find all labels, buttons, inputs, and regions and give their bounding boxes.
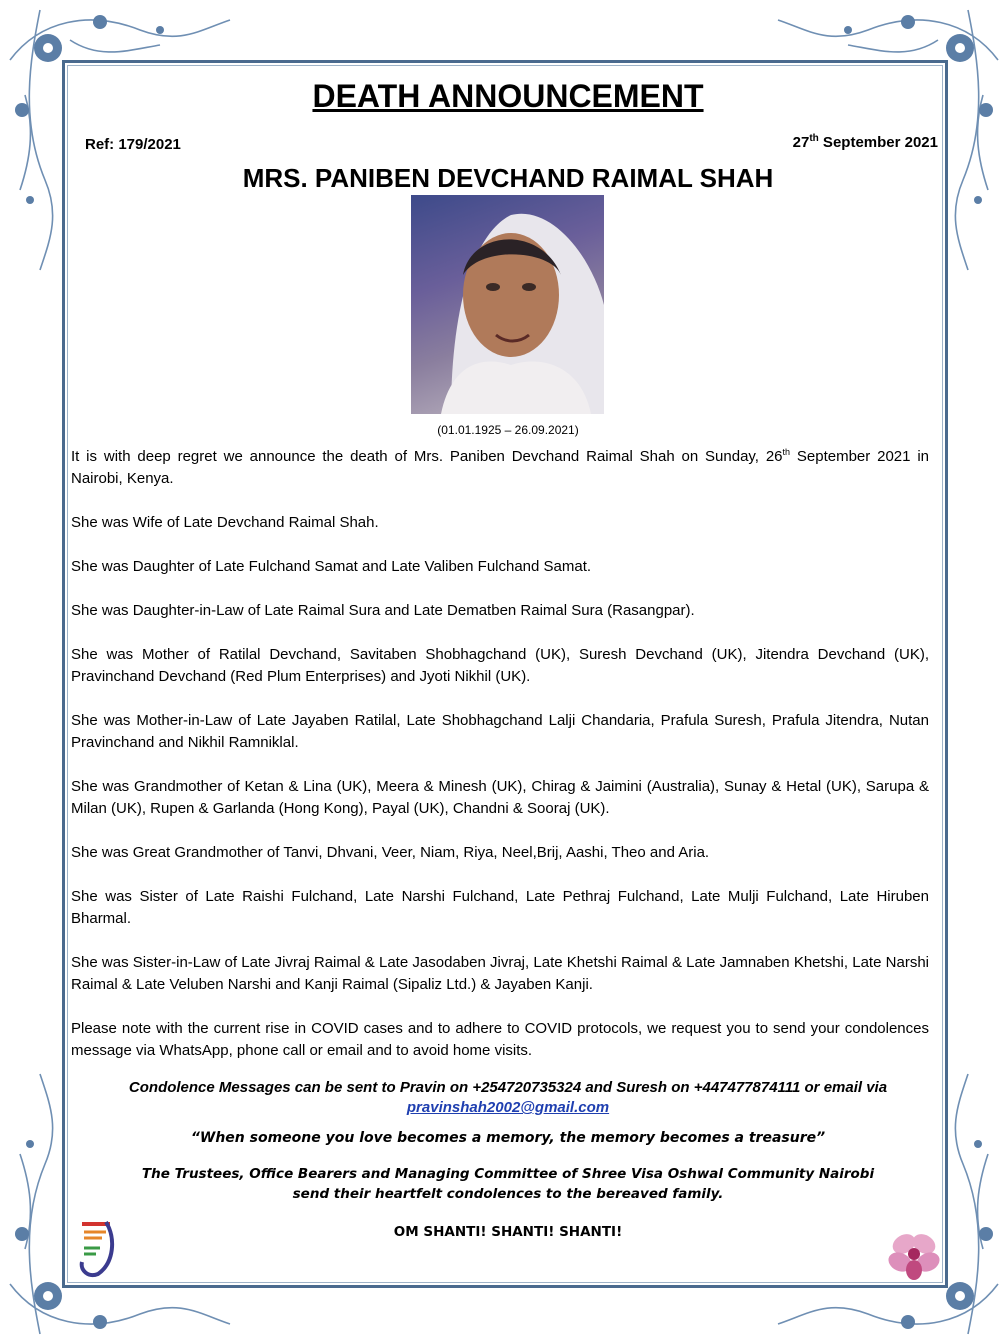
condolence-contacts (70, 1078, 946, 1118)
paragraph: She was Sister of Late Raishi Fulchand, Late Narshi Fulchand, Late Pethraj Fulchand, Late Mulji Fulchand, Late Hiruben Bharmal. (71, 888, 929, 927)
orchid-flower-icon (884, 1226, 944, 1282)
page-title: DEATH ANNOUNCEMENT (312, 78, 704, 114)
community-logo-icon (76, 1218, 118, 1280)
paragraph: She was Daughter of Late Fulchand Samat and Late Valiben Fulchand Samat. (71, 558, 592, 575)
announcement-date: 27th September 2021 (792, 133, 938, 151)
paragraph: Please note with the current rise in COVID cases and to adhere to COVID protocols, we request you to send your condolences message via WhatsApp, phone call or email and to avoid home visits. (71, 1020, 929, 1059)
paragraph: She was Mother of Ratilal Devchand, Savitaben Shobhagchand (UK), Suresh Devchand (UK), Jitendra Devchand (UK), Pravinchand Devchand (Red Plum Enterprises) and Jyoti Nikhil (UK). (71, 646, 929, 685)
condolence-line: Condolence Messages can be sent to Pravin on +254720735324 and Suresh on +447477874111 or email via (128, 1079, 888, 1096)
paragraph: She was Mother-in-Law of Late Jayaben Ratilal, Late Shobhagchand Lalji Chandaria, Prafula Suresh, Prafula Jitendra, Nutan Pravinchand and Nikhil Ramniklal. (71, 712, 929, 751)
trustees-line-2: send their heartfelt condolences to the bereaved family. (292, 1186, 724, 1202)
email-link[interactable]: pravinshah2002@gmail.com (406, 1099, 610, 1116)
paragraph: It is with deep regret we announce the death of Mrs. Paniben Devchand Raimal Shah on Sunday, 26th September 2021 in Nairobi, Kenya. (71, 447, 929, 487)
paragraph: She was Daughter-in-Law of Late Raimal Sura and Late Dematben Raimal Sura (Rasangpar). (71, 602, 695, 619)
trustees-line-1: The Trustees, Office Bearers and Managing Committee of Shree Visa Oshwal Community Nairobi (141, 1166, 875, 1182)
deceased-name: MRS. PANIBEN DEVCHAND RAIMAL SHAH (242, 163, 774, 193)
closing-line: OM SHANTI! SHANTI! SHANTI! (393, 1224, 623, 1240)
portrait-photo (411, 195, 604, 414)
memorial-quote: “When someone you love becomes a memory, the memory becomes a treasure” (190, 1130, 826, 1146)
paragraph: She was Sister-in-Law of Late Jivraj Raimal & Late Jasodaben Jivraj, Late Khetshi Raimal & Late Jamnaben Khetshi, Late Narshi Raimal & Late Veluben Narshi and Kanji Raimal (Sipaliz Ltd.) & Jayaben Kanji. (71, 954, 929, 993)
paragraph: She was Wife of Late Devchand Raimal Shah. (71, 514, 379, 531)
life-dates: (01.01.1925 – 26.09.2021) (437, 423, 579, 437)
paragraph: She was Grandmother of Ketan & Lina (UK), Meera & Minesh (UK), Chirag & Jaimini (Australia), Sunay & Hetal (UK), Sarupa & Milan (UK), Rupen & Garlanda (Hong Kong), Payal (UK), Chandni & Sooraj (UK). (71, 778, 929, 817)
paragraph: She was Great Grandmother of Tanvi, Dhvani, Veer, Niam, Riya, Neel,Brij, Aashi, Theo and Aria. (71, 844, 710, 861)
reference-number: Ref: 179/2021 (85, 136, 181, 153)
trustees-message (70, 1164, 946, 1204)
announcement-body (71, 446, 929, 1084)
